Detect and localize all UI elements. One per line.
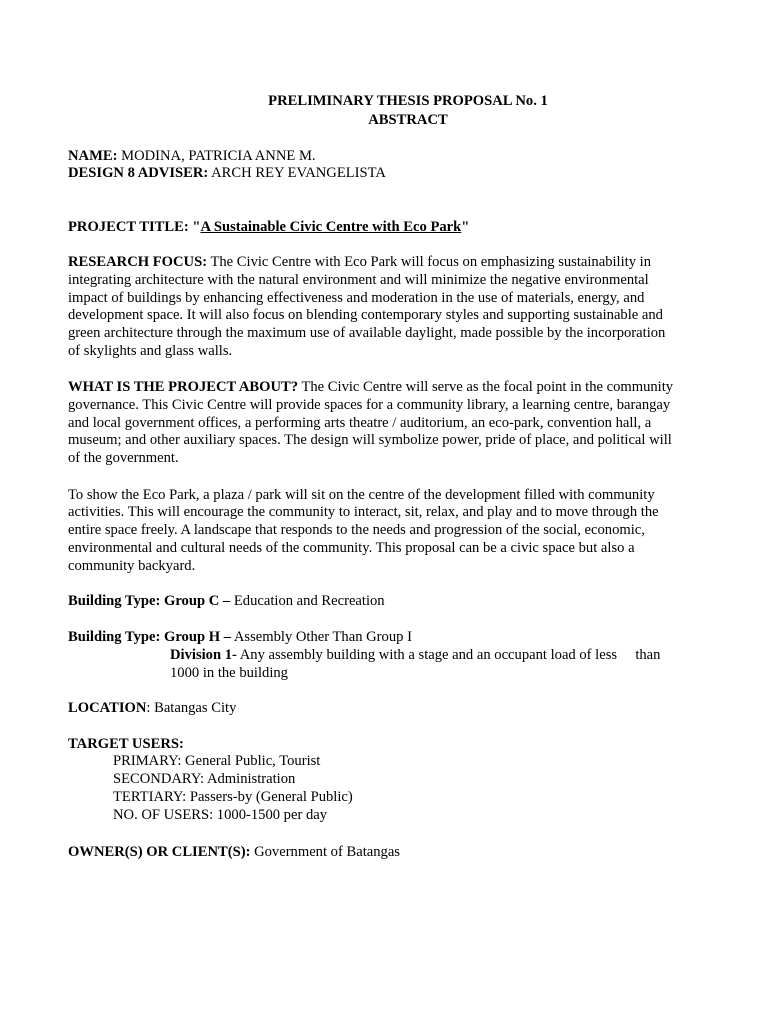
eco-park-line-4: environmental and cultural needs of the community. This proposal can be a civic space but also a xyxy=(68,540,635,556)
project-title-close: " xyxy=(461,219,470,235)
location-label: LOCATION xyxy=(68,700,147,716)
project-about-label: WHAT IS THE PROJECT ABOUT? xyxy=(68,379,299,395)
building-type-h-value: Assembly Other Than Group I xyxy=(231,629,412,645)
research-focus-line-5: green architecture through the maximum use of available daylight, made possible by the incorporation xyxy=(68,325,666,341)
adviser-label: DESIGN 8 ADVISER: xyxy=(68,165,209,181)
building-type-h-label: Building Type: Group H – xyxy=(68,629,232,645)
building-type-h-line xyxy=(68,628,412,646)
project-about-line-2: governance. This Civic Centre will provide spaces for a community library, a learning centre, barangay xyxy=(68,397,671,413)
target-users-secondary: SECONDARY: Administration xyxy=(113,771,296,787)
building-type-c-value: Education and Recreation xyxy=(230,593,385,609)
project-about-line-1 xyxy=(68,378,673,396)
eco-park-line-1: To show the Eco Park, a plaza / park will sit on the centre of the development filled with community xyxy=(68,487,655,503)
target-users-label: TARGET USERS: xyxy=(68,736,184,752)
adviser-line xyxy=(68,164,386,182)
eco-park-line-3: entire space freely. A landscape that responds to the needs and progression of the social, economic, xyxy=(68,522,645,538)
document-title: PRELIMINARY THESIS PROPOSAL No. 1 xyxy=(268,93,548,109)
research-focus-label: RESEARCH FOCUS: xyxy=(68,254,208,270)
document-subtitle: ABSTRACT xyxy=(368,112,448,128)
location-value: : Batangas City xyxy=(146,700,237,716)
research-focus-line-4: development space. It will also focus on blending contemporary styles and supporting sustainable and xyxy=(68,307,663,323)
research-focus-text-1: The Civic Centre with Eco Park will focus on emphasizing sustainability in xyxy=(207,254,652,270)
target-users-count: NO. OF USERS: 1000-1500 per day xyxy=(113,807,328,823)
research-focus-line-3: impact of buildings by enhancing effectiveness and moderation in the use of materials, energy, and xyxy=(68,290,645,306)
division-line-2: 1000 in the building xyxy=(170,665,288,681)
name-line xyxy=(68,147,316,165)
owner-line xyxy=(68,843,400,861)
target-users-tertiary: TERTIARY: Passers-by (General Public) xyxy=(113,789,353,805)
division-label: Division 1- xyxy=(170,647,237,663)
project-title-label: PROJECT TITLE: " xyxy=(68,219,201,235)
building-type-c-line xyxy=(68,592,385,610)
project-about-line-3: and local government offices, a performing arts theatre / auditorium, an eco-park, convention hall, a xyxy=(68,415,652,431)
owner-label: OWNER(S) OR CLIENT(S): xyxy=(68,844,251,860)
eco-park-line-2: activities. This will encourage the community to interact, sit, relax, and play and to move through the xyxy=(68,504,659,520)
owner-value: Government of Batangas xyxy=(250,844,400,860)
target-users-primary: PRIMARY: General Public, Tourist xyxy=(113,753,321,769)
adviser-value: ARCH REY EVANGELISTA xyxy=(208,165,386,181)
research-focus-line-6: of skylights and glass walls. xyxy=(68,343,233,359)
project-about-text-1: The Civic Centre will serve as the focal point in the community xyxy=(298,379,674,395)
name-value: MODINA, PATRICIA ANNE M. xyxy=(117,148,316,164)
project-about-line-5: of the government. xyxy=(68,450,179,466)
project-title-line xyxy=(68,218,469,236)
eco-park-line-5: community backyard. xyxy=(68,558,196,574)
research-focus-line-2: integrating architecture with the natural environment and will minimize the negative environmental xyxy=(68,272,649,288)
division-text-1: Any assembly building with a stage and an occupant load of less than xyxy=(236,647,661,663)
research-focus-line-1 xyxy=(68,253,651,271)
project-about-line-4: museum; and other auxiliary spaces. The design will symbolize power, pride of place, and political will xyxy=(68,432,672,448)
building-type-c-label: Building Type: Group C – xyxy=(68,593,231,609)
project-title-value: A Sustainable Civic Centre with Eco Park xyxy=(200,219,462,235)
location-line xyxy=(68,699,236,717)
division-line-1 xyxy=(170,646,660,664)
name-label: NAME: xyxy=(68,148,118,164)
